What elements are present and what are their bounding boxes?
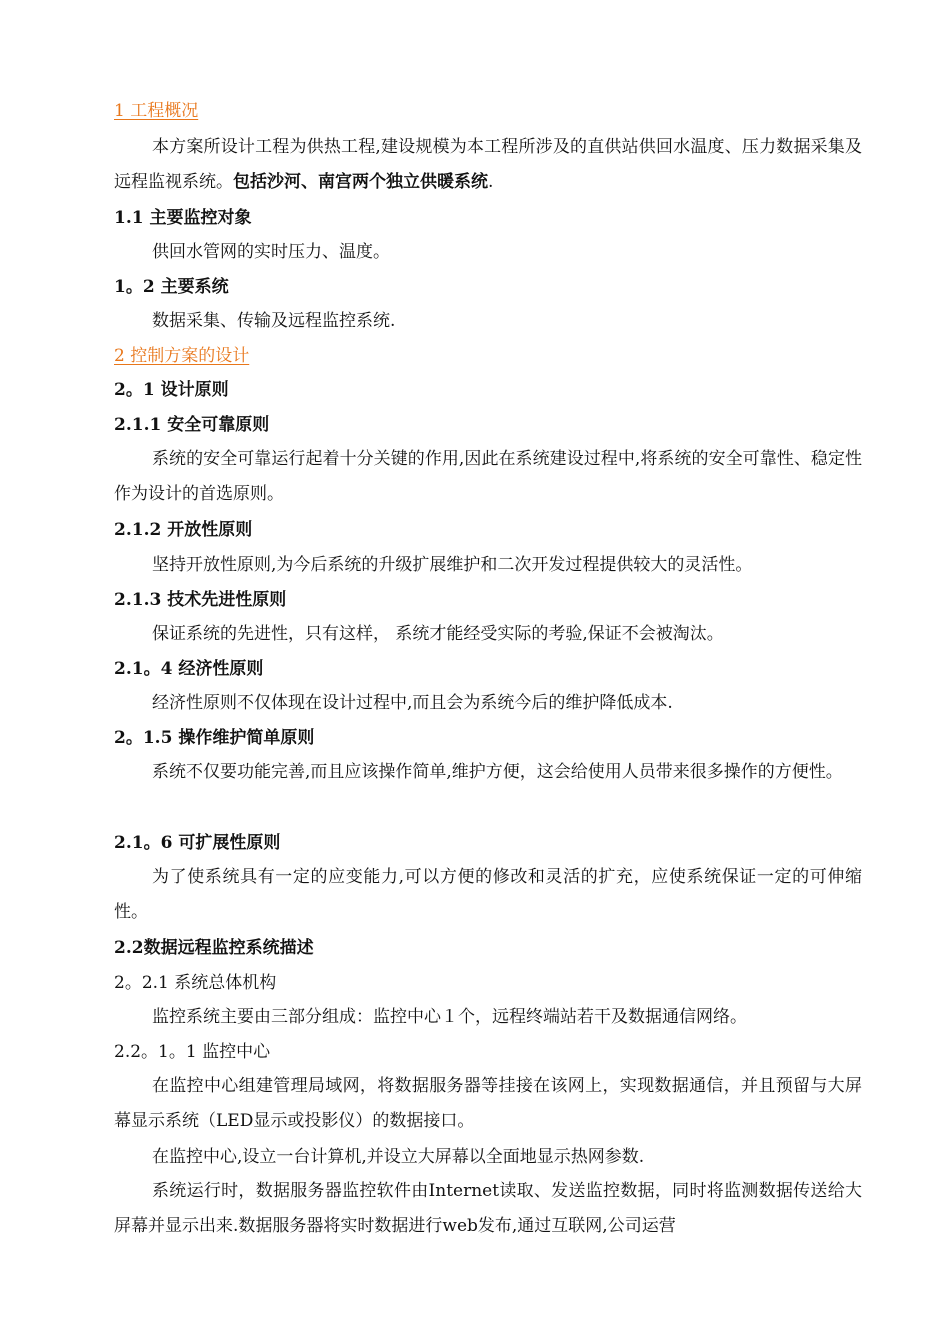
section-2-1-6-body: 为了使系统具有一定的应变能力,可以方便的修改和灵活的扩充，应使系统保证一定的可伸缩性。 (114, 867, 862, 922)
section-2-title: 2 控制方案的设计 (114, 346, 250, 366)
section-2-1-3-title: 2.1.3 技术先进性原则 (114, 590, 287, 610)
section-2-2-1-1-body-b: 在监控中心,设立一台计算机,并设立大屏幕以全面地显示热网参数. (152, 1147, 645, 1167)
section-1-paragraph: 本方案所设计工程为供热工程,建设规模为本工程所涉及的直供站供回水温度、压力数据采集及远程监视系统。包括沙河、南宫两个独立供暖系统. (114, 137, 862, 192)
section-1-1-title: 1.1 主要监控对象 (114, 208, 252, 228)
section-2-1-2-body: 坚持开放性原则,为今后系统的升级扩展维护和二次开发过程提供较大的灵活性。 (152, 555, 753, 575)
section-2-2-title: 2.2数据远程监控系统描述 (114, 938, 314, 958)
section-2-1-4-title: 2.1。4 经济性原则 (114, 659, 264, 679)
section-2-2-1-body: 监控系统主要由三部分组成：监控中心１个，远程终端站若干及数据通信网络。 (152, 1007, 747, 1027)
section-1-bold-text: 包括沙河、南宫两个独立供暖系统 (233, 172, 488, 192)
section-1-title: 1 工程概况 (114, 101, 199, 121)
section-2-1-1-body: 系统的安全可靠运行起着十分关键的作用,因此在系统建设过程中,将系统的安全可靠性、稳定性作为设计的首选原则。 (114, 449, 862, 504)
section-2-1-5-title: 2。1.5 操作维护简单原则 (114, 728, 315, 748)
section-2-1-title: 2。1 设计原则 (114, 380, 229, 400)
section-2-1-2-title: 2.1.2 开放性原则 (114, 520, 253, 540)
section-1-1-body: 供回水管网的实时压力、温度。 (152, 242, 390, 262)
section-2-1-1-title: 2.1.1 安全可靠原则 (114, 415, 270, 435)
section-2-1-6-title: 2.1。6 可扩展性原则 (114, 833, 281, 853)
section-2-2-1-1-title: 2.2。1。1 监控中心 (114, 1042, 271, 1062)
section-2-2-1-title: 2。2.1 系统总体机构 (114, 973, 277, 993)
section-2-1-4-body: 经济性原则不仅体现在设计过程中,而且会为系统今后的维护降低成本. (152, 693, 673, 713)
section-2-1-5-body: 系统不仅要功能完善,而且应该操作简单,维护方便，这会给使用人员带来很多操作的方便性。 (152, 762, 843, 782)
section-2-1-3-body: 保证系统的先进性，只有这样， 系统才能经受实际的考验,保证不会被淘汰。 (152, 624, 724, 644)
section-2-2-1-1-body-a: 在监控中心组建管理局域网，将数据服务器等挂接在该网上，实现数据通信，并且预留与大屏幕显示系统（LED显示或投影仪）的数据接口。 (114, 1076, 862, 1131)
section-2-2-1-1-body-c: 系统运行时，数据服务器监控软件由Internet读取、发送监控数据，同时将监测数据传送给大屏幕并显示出来.数据服务器将实时数据进行web发布,通过互联网,公司运营 (114, 1181, 862, 1236)
section-1-2-title: 1。2 主要系统 (114, 277, 229, 297)
section-1-2-body: 数据采集、传输及远程监控系统. (152, 311, 396, 331)
